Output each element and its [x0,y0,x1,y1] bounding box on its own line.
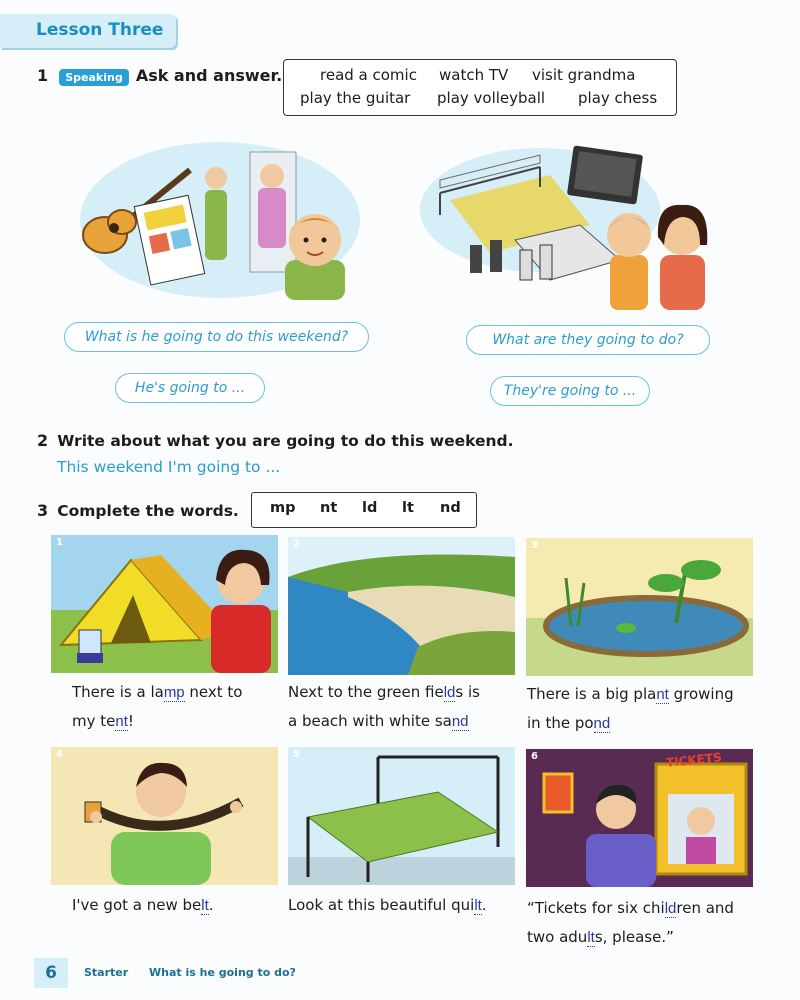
ending-item: nt [320,500,338,516]
word-item: play volleyball [437,89,546,107]
exercise-instruction: Write about what you are going to do this weekend. [57,432,514,450]
picture-pond [526,538,753,676]
footer-unit: Starter [84,966,129,979]
word-item: play chess [578,89,658,107]
tv-icon [567,145,643,204]
picture-tent [51,535,278,673]
picture-number: 6 [531,751,538,762]
picture-number: 3 [531,540,538,551]
word-item: read a comic [320,66,417,84]
exercise-2-heading [37,431,514,450]
ending-item: mp [270,500,296,516]
word-box [283,59,677,116]
picture-quilt [288,747,515,885]
sentence-text: There is a la [72,683,164,701]
word-item: visit grandma [532,66,636,84]
sentence-6 [527,894,787,952]
sentence-text: a beach with white sa [288,712,452,730]
answer-fill: lt [474,897,482,914]
speech-bubble-answer-they: They're going to ... [490,376,650,406]
sentence-text: s is [455,683,480,701]
picture-tickets [526,749,753,887]
ending-item: nd [440,500,461,516]
sentence-5 [288,891,518,920]
ending-item: ld [362,500,378,516]
answer-fill: ld [664,900,677,917]
exercise-number: 3 [37,501,49,520]
answer-fill: nt [656,686,669,703]
sentence-4 [72,891,287,920]
answer-fill: nd [593,715,611,732]
writing-prompt: This weekend I'm going to ... [57,458,281,476]
exercise-instruction: Complete the words. [57,502,239,520]
picture-number: 4 [56,749,63,760]
picture-belt [51,747,278,885]
lesson-tab [0,14,176,48]
lesson-title: Lesson Three [36,20,164,40]
sentence-text: “Tickets for six chi [527,899,665,917]
picture-number: 1 [56,537,63,548]
sentence-text: growing [668,685,734,703]
exercise-number: 2 [37,431,49,450]
sentence-text: Next to the green fie [288,683,444,701]
exercise-number: 1 [37,66,49,85]
sentence-text: There is a big pla [527,685,657,703]
word-item: play the guitar [300,89,411,107]
illustration-pair-weekend [420,145,715,310]
picture-number: 2 [293,539,300,550]
sentence-text: in the po [527,714,594,732]
sentence-text: s, please.” [594,928,674,946]
tickets-sign: TICKETS [665,750,723,770]
answer-fill: nt [115,713,128,730]
sentence-3 [527,680,762,738]
sentence-2 [288,678,518,736]
picture-beach [288,537,515,675]
sentence-text: ren and [676,899,734,917]
quilt-icon [308,792,498,862]
exercise-1-heading [37,66,282,85]
word-item: watch TV [439,66,509,84]
speaking-badge: Speaking [59,69,128,86]
page-number: 6 [34,958,68,988]
answer-fill: ld [443,684,456,701]
sentence-text: Look at this beautiful qui [288,896,475,914]
answer-fill: lt [587,929,595,946]
answer-fill: mp [163,684,185,701]
ending-item: lt [402,500,414,516]
picture-number: 5 [293,749,300,760]
footer-title: What is he going to do? [149,966,296,979]
speech-bubble-answer-he: He's going to ... [115,373,265,403]
sentence-text: my te [72,712,116,730]
sentence-text: I've got a new be [72,896,202,914]
exercise-3-heading [37,501,239,520]
leaf-icon [681,560,721,580]
speech-bubble-question-they: What are they going to do? [466,325,710,355]
answer-fill: lt [201,897,209,914]
speech-bubble-question-he: What is he going to do this weekend? [64,322,369,352]
sentence-text: ! [127,712,134,730]
illustration-boy-weekend [70,140,360,310]
sentence-text: next to [184,683,243,701]
sentence-1 [72,678,287,736]
sentence-text: . [208,896,214,914]
exercise-instruction: Ask and answer. [135,66,283,85]
sentence-text: two adu [527,928,588,946]
answer-fill: nd [451,713,469,730]
letter-combinations-box [251,492,477,528]
sentence-text: . [481,896,487,914]
